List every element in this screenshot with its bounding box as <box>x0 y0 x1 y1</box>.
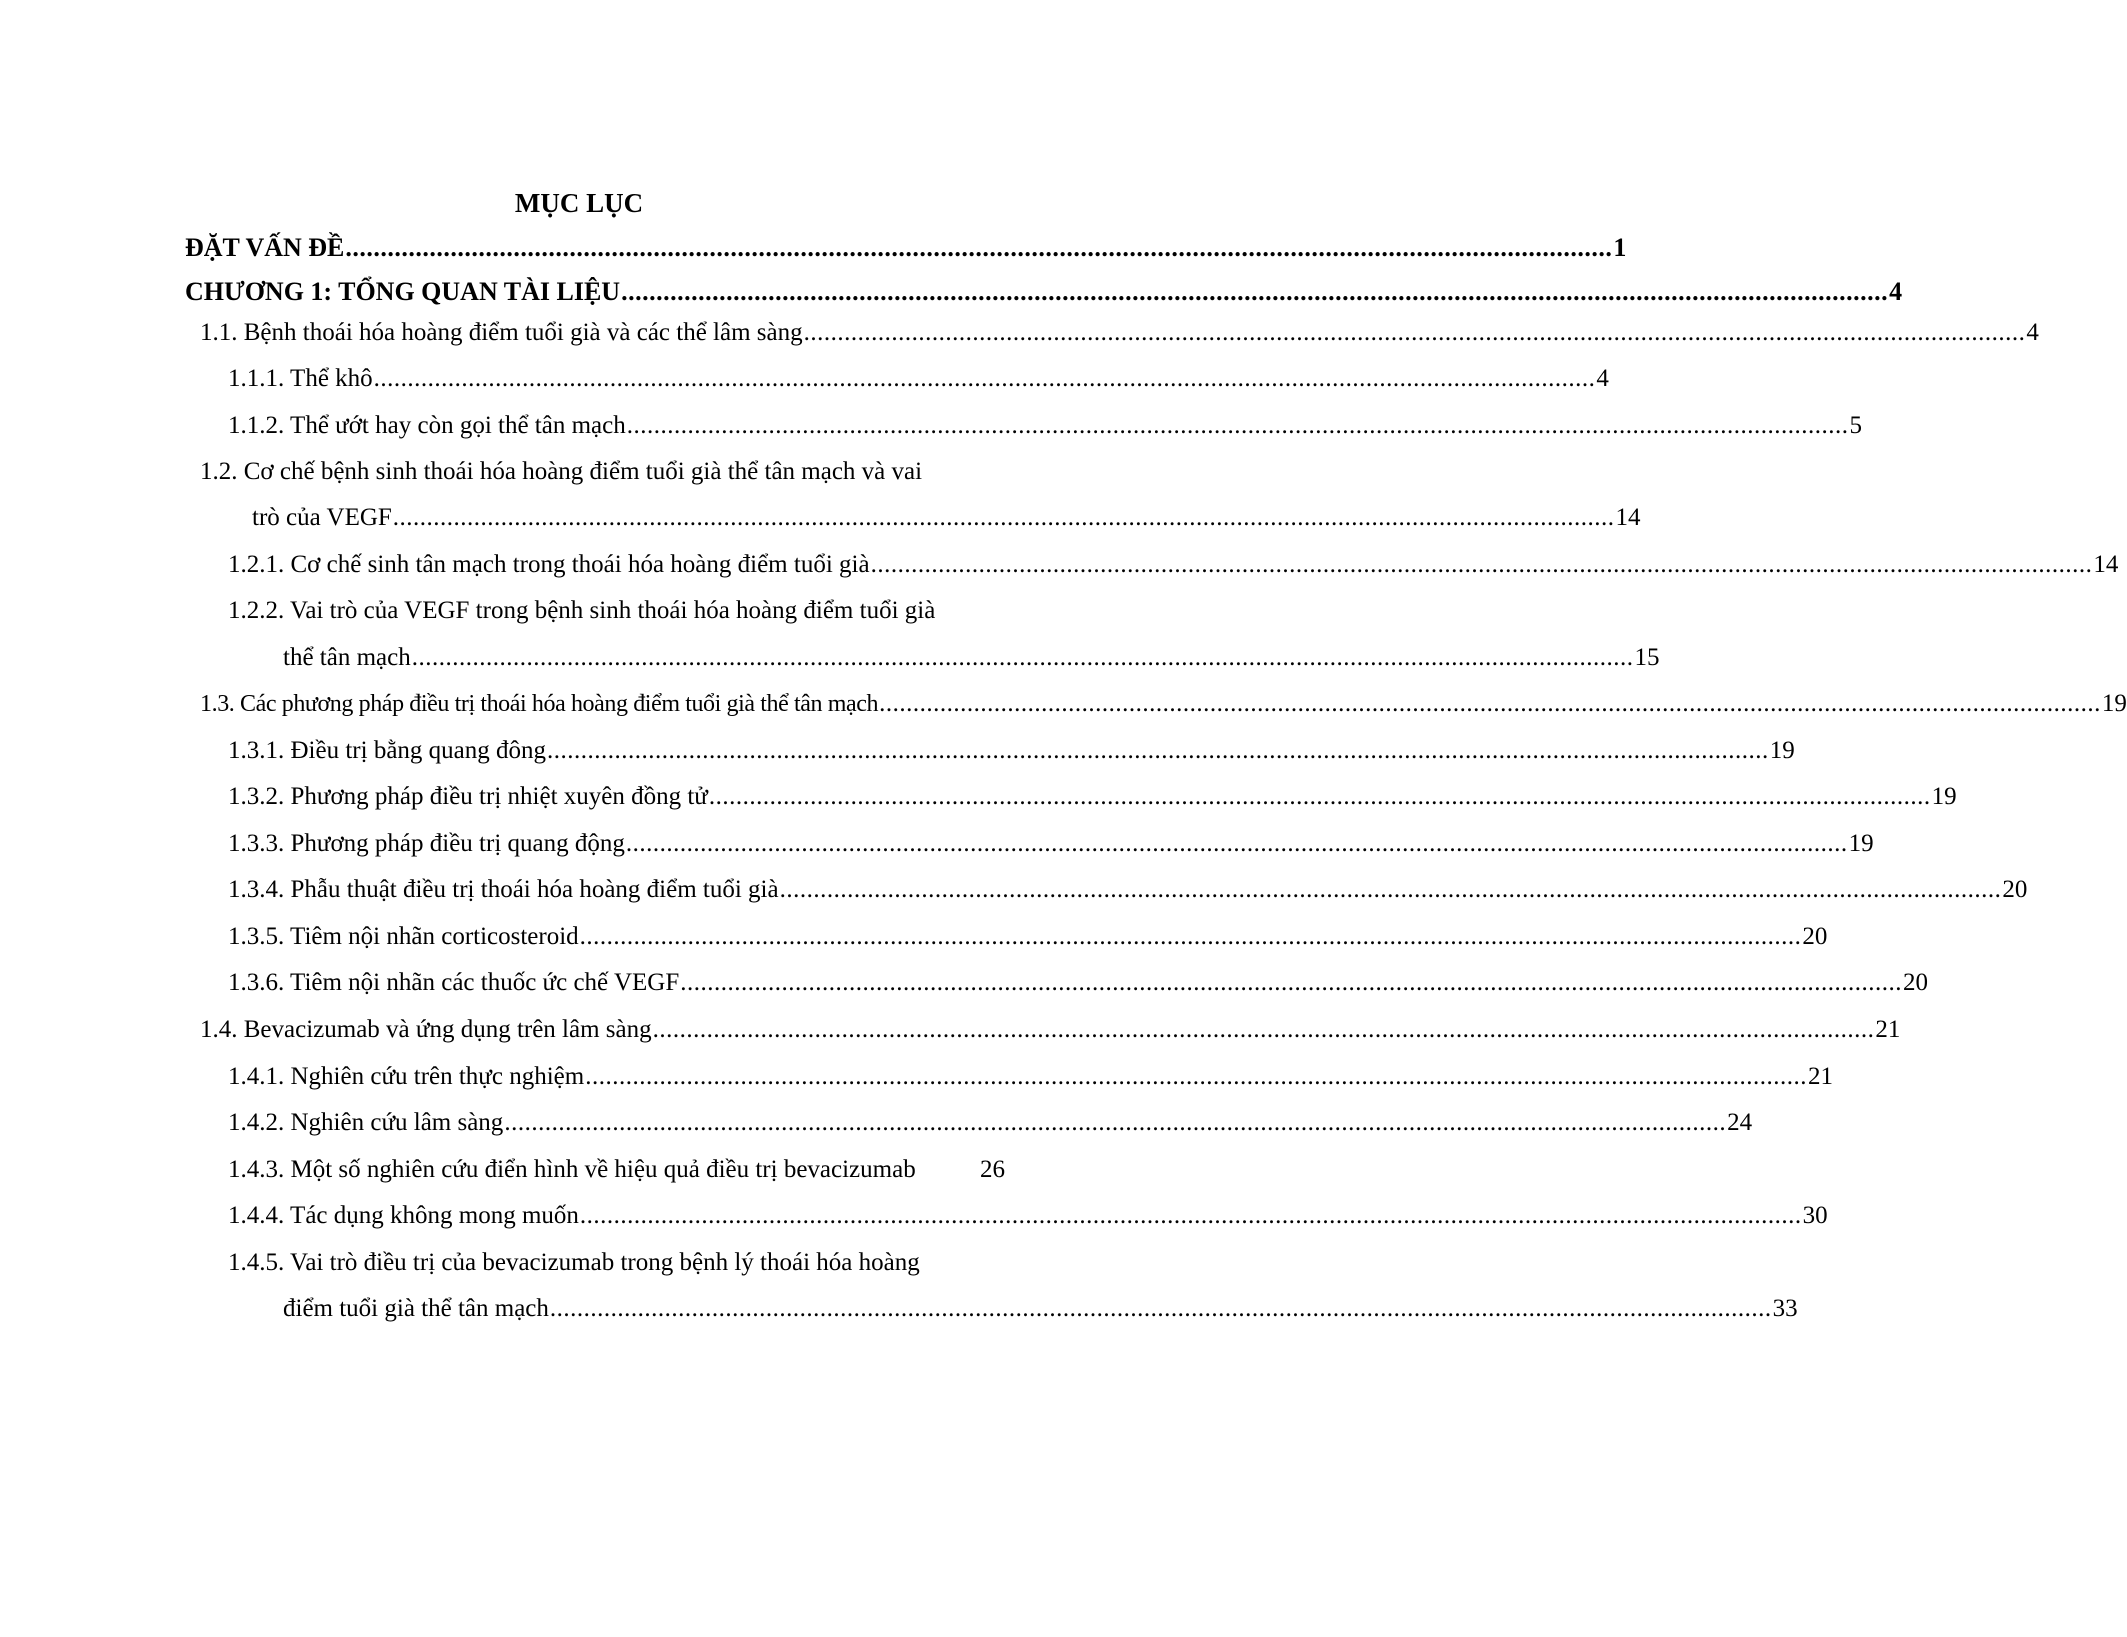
toc-entry[interactable]: 1.4.2. Nghiên cứu lâm sàng ..................................................................................................................................................................................... 24 <box>228 1109 1753 1136</box>
toc-entry-page: 19 <box>1931 783 1957 810</box>
toc-entry[interactable]: 1.4.1. Nghiên cứu trên thực nghiệm ..................................................................................................................................................................................... 21 <box>228 1063 1833 1090</box>
toc-entry-label: CHƯƠNG 1: TỔNG QUAN TÀI LIỆU <box>185 277 621 306</box>
toc-entry-label[interactable]: 1.4.5. Vai trò điều trị của bevacizumab trong bệnh lý thoái hóa hoàng <box>228 1249 920 1276</box>
toc-entry[interactable]: thể tân mạch ..................................................................................................................................................................................... 15 <box>283 644 1660 671</box>
toc-entry[interactable]: 1.3. Các phương pháp điều trị thoái hóa hoàng điểm tuổi già thể tân mạch ..................................................................................................................................................................................... 19 <box>200 690 2127 717</box>
toc-entry-page: 33 <box>1772 1295 1798 1322</box>
toc-entry[interactable]: CHƯƠNG 1: TỔNG QUAN TÀI LIỆU ..................................................................................................................................................................................... 4 <box>185 277 1903 306</box>
toc-entry-label: 1.4.3. Một số nghiên cứu điển hình về hiệu quả điều trị bevacizumab <box>228 1156 916 1183</box>
toc-entry-label: 1.4.4. Tác dụng không mong muốn <box>228 1202 579 1229</box>
toc-entry-label: 1.3.1. Điều trị bằng quang đông <box>228 737 547 764</box>
page-title: MỤC LỤC <box>514 188 644 218</box>
toc-entry[interactable]: trò của VEGF ..................................................................................................................................................................................... 14 <box>252 504 1641 531</box>
toc-entry[interactable]: ĐẶT VẤN ĐỀ ..................................................................................................................................................................................... 1 <box>185 233 1627 262</box>
toc-entry[interactable]: 1.3.5. Tiêm nội nhãn corticosteroid ..................................................................................................................................................................................... 20 <box>228 923 1828 950</box>
toc-entry-label: 1.1. Bệnh thoái hóa hoàng điểm tuổi già và các thể lâm sàng <box>200 319 803 346</box>
toc-entry-page: 4 <box>1889 277 1903 306</box>
toc-entry-page: 21 <box>1875 1016 1901 1043</box>
toc-entry-label-cont: trò của VEGF <box>252 504 392 531</box>
toc-entry-page: 1 <box>1613 233 1627 262</box>
toc-entry[interactable] <box>228 1155 1005 1185</box>
toc-entry-label: 1.3.4. Phẫu thuật điều trị thoái hóa hoàng điểm tuổi già <box>228 876 779 903</box>
toc-entry[interactable]: 1.1.1. Thể khô ..................................................................................................................................................................................... 4 <box>228 365 1609 392</box>
toc-entry-label: 1.1.2. Thể ướt hay còn gọi thể tân mạch <box>228 412 626 439</box>
toc-entry-page: 4 <box>1596 365 1609 392</box>
toc-entry-page: 5 <box>1849 412 1862 439</box>
toc-entry[interactable]: 1.3.3. Phương pháp điều trị quang động ..................................................................................................................................................................................... 19 <box>228 830 1874 857</box>
toc-entry-page: 14 <box>1615 504 1641 531</box>
toc-entry[interactable]: 1.2.1. Cơ chế sinh tân mạch trong thoái hóa hoàng điểm tuổi già ..................................................................................................................................................................................... 14 <box>228 551 2119 578</box>
toc-entry-page: 19 <box>1848 830 1874 857</box>
toc-entry-page: 21 <box>1807 1063 1833 1090</box>
toc-entry-page: 24 <box>1727 1109 1753 1136</box>
toc-entry-label-cont: điểm tuổi già thể tân mạch <box>283 1295 549 1322</box>
toc-entry-label: 1.2.1. Cơ chế sinh tân mạch trong thoái hóa hoàng điểm tuổi già <box>228 551 870 578</box>
toc-entry-label: 1.4.2. Nghiên cứu lâm sàng <box>228 1109 504 1136</box>
toc-entry-label: 1.3.6. Tiêm nội nhãn các thuốc ức chế VEGF <box>228 969 680 996</box>
toc-entry-label[interactable]: 1.2.2. Vai trò của VEGF trong bệnh sinh thoái hóa hoàng điểm tuổi già <box>228 597 936 624</box>
toc-entry-page: 14 <box>2093 551 2119 578</box>
toc-entry-label: 1.3.3. Phương pháp điều trị quang động <box>228 830 625 857</box>
toc-entry[interactable]: 1.1. Bệnh thoái hóa hoàng điểm tuổi già và các thể lâm sàng ..................................................................................................................................................................................... 4 <box>200 319 2039 346</box>
toc-entry-page: 26 <box>980 1156 1005 1183</box>
toc-entry-page: 20 <box>1802 923 1828 950</box>
toc-entry-label: 1.1.1. Thể khô <box>228 365 373 392</box>
toc-entry[interactable]: 1.1.2. Thể ướt hay còn gọi thể tân mạch ..................................................................................................................................................................................... 5 <box>228 412 1862 439</box>
toc-entry[interactable]: 1.3.2. Phương pháp điều trị nhiệt xuyên đồng tử ..................................................................................................................................................................................... 19 <box>228 783 1957 810</box>
toc-entry[interactable]: 1.3.1. Điều trị bằng quang đông ..................................................................................................................................................................................... 19 <box>228 737 1795 764</box>
toc-entry-label: ĐẶT VẤN ĐỀ <box>185 233 345 262</box>
toc-entry-label: 1.3.2. Phương pháp điều trị nhiệt xuyên đồng tử <box>228 783 708 810</box>
toc-entry[interactable]: 1.3.4. Phẫu thuật điều trị thoái hóa hoàng điểm tuổi già ..................................................................................................................................................................................... 20 <box>228 876 2028 903</box>
toc-entry-label: 1.4.1. Nghiên cứu trên thực nghiệm <box>228 1063 585 1090</box>
toc-entry-label: 1.4. Bevacizumab và ứng dụng trên lâm sàng <box>200 1016 652 1043</box>
toc-entry[interactable]: 1.4. Bevacizumab và ứng dụng trên lâm sàng ..................................................................................................................................................................................... 21 <box>200 1016 1901 1043</box>
toc-entry-page: 20 <box>1902 969 1928 996</box>
toc-entry-label[interactable]: 1.2. Cơ chế bệnh sinh thoái hóa hoàng điểm tuổi già thể tân mạch và vai <box>200 458 923 485</box>
toc-entry-page: 30 <box>1802 1202 1828 1229</box>
toc-entry-label: 1.3.5. Tiêm nội nhãn corticosteroid <box>228 923 579 950</box>
toc-entry[interactable]: 1.3.6. Tiêm nội nhãn các thuốc ức chế VEGF ..................................................................................................................................................................................... 20 <box>228 969 1928 996</box>
toc-entry-label-cont: thể tân mạch <box>283 644 411 671</box>
toc-entry-label: 1.3. Các phương pháp điều trị thoái hóa hoàng điểm tuổi già thể tân mạch <box>200 691 879 717</box>
toc-entry-page: 4 <box>2026 319 2039 346</box>
toc-entry[interactable]: điểm tuổi già thể tân mạch ..................................................................................................................................................................................... 33 <box>283 1295 1798 1322</box>
toc-entry-page: 15 <box>1634 644 1660 671</box>
toc-entry-page: 20 <box>2002 876 2028 903</box>
toc-entry[interactable]: 1.4.4. Tác dụng không mong muốn ..................................................................................................................................................................................... 30 <box>228 1202 1828 1229</box>
toc-entry-page: 19 <box>1769 737 1795 764</box>
toc-entry-page: 19 <box>2101 690 2127 717</box>
